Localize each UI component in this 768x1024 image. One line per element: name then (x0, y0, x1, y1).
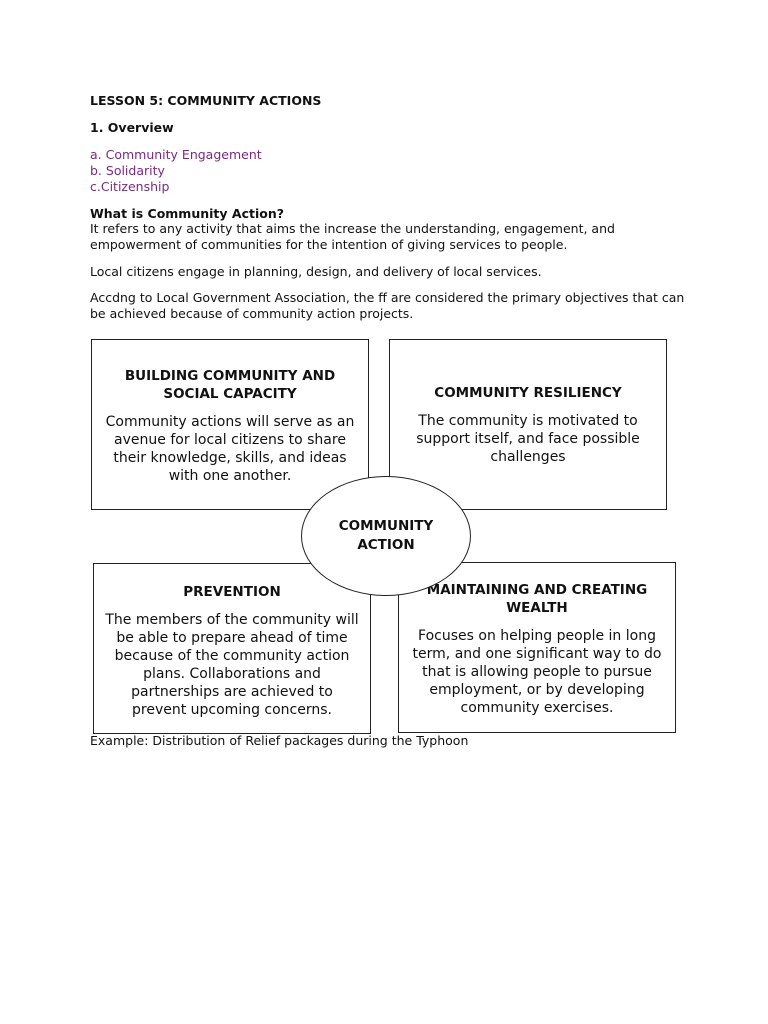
overview-item-citizenship: c.Citizenship (90, 179, 170, 194)
box-maintaining-wealth-body: Focuses on helping people in long term, and one significant way to do that is allowing people to pursue employment, or by developing community exercises. (412, 628, 662, 716)
center-label: COMMUNITY ACTION (338, 518, 434, 553)
center-community-action-ellipse (301, 476, 471, 596)
overview-item-solidarity: b. Solidarity (90, 163, 165, 178)
local-citizens-paragraph: Local citizens engage in planning, design, and delivery of local services. (90, 264, 542, 279)
overview-item-community-engagement: a. Community Engagement (90, 147, 262, 162)
example-line: Example: Distribution of Relief packages during the Typhoon (90, 733, 469, 748)
box-prevention-title: PREVENTION (183, 584, 281, 600)
box-building-community-body: Community actions will serve as an avenue for local citizens to share their knowledge, skills, and ideas with one another. (105, 414, 355, 484)
definition-paragraph: It refers to any activity that aims the increase the understanding, engagement, and empowerment of communities for the intention of giving services to people. (90, 221, 615, 252)
box-building-community (91, 339, 369, 510)
box-community-resiliency-title: COMMUNITY RESILIENCY (434, 385, 622, 401)
what-is-heading: What is Community Action? (90, 206, 284, 221)
overview-list (90, 147, 262, 195)
box-prevention-body: The members of the community will be able to prepare ahead of time because of the community action plans. Collaborations and partnerships are achieved to prevent upcoming concerns. (105, 612, 359, 718)
box-building-community-title: BUILDING COMMUNITY AND SOCIAL CAPACITY (124, 368, 336, 402)
box-community-resiliency-body: The community is motivated to support itself, and face possible challenges (416, 413, 640, 465)
lesson-title: LESSON 5: COMMUNITY ACTIONS (90, 93, 322, 108)
box-maintaining-wealth-title: MAINTAINING AND CREATING WEALTH (426, 582, 648, 616)
box-prevention (93, 563, 371, 734)
box-maintaining-wealth (398, 562, 676, 733)
objectives-intro-paragraph: Accdng to Local Government Association, the ff are considered the primary objectives that can be achieved because of community action projects. (90, 290, 685, 321)
overview-heading: 1. Overview (90, 120, 174, 135)
